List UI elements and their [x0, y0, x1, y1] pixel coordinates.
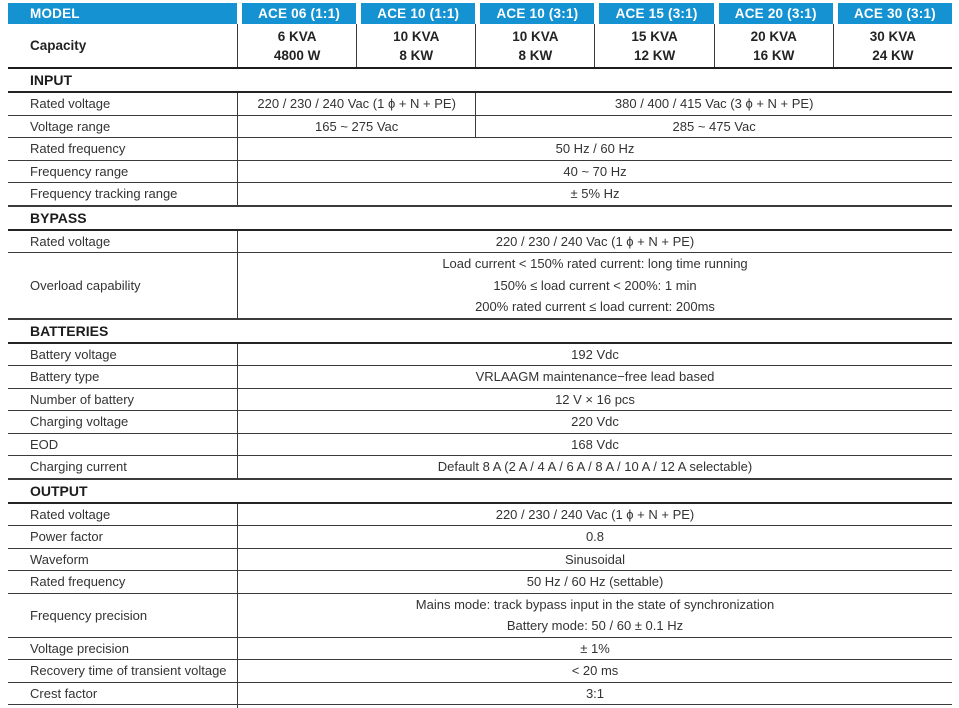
section-header-bypass: BYPASS: [8, 206, 952, 231]
value-text: 40 ~ 70 Hz: [563, 163, 627, 179]
model-header-cell: ACE 20 (3:1): [719, 3, 833, 24]
row-label: Voltage range: [30, 118, 111, 134]
spec-row: [8, 638, 952, 661]
row-label: Rated voltage: [30, 96, 111, 112]
spec-row: [8, 93, 952, 116]
value-cell: [237, 161, 952, 183]
row-label: Waveform: [30, 551, 89, 567]
value-cell: [237, 93, 475, 115]
spec-row: [8, 411, 952, 434]
value-cell: [237, 389, 952, 411]
value-text: ± 1%: [580, 640, 610, 656]
value-cell: [237, 549, 952, 571]
row-label: Rated voltage: [30, 506, 111, 522]
capacity-kva: 10 KVA: [512, 29, 559, 44]
capacity-row: [8, 24, 952, 69]
value-cell: [237, 411, 952, 433]
value-line: Mains mode: track bypass input in the state of synchronization: [415, 596, 775, 612]
value-cell: [237, 526, 952, 548]
row-label: Crest factor: [30, 685, 98, 701]
capacity-kw: 4800 W: [273, 48, 321, 63]
value-text: 220 / 230 / 240 Vac (1 ϕ + N + PE): [495, 506, 695, 522]
ups-spec-table: [8, 3, 952, 708]
value-cell: [237, 504, 952, 526]
model-header-cell: ACE 30 (3:1): [838, 3, 952, 24]
value-text: 192 Vdc: [571, 346, 619, 362]
capacity-kw: 24 KW: [872, 48, 914, 63]
value-cell: [237, 571, 952, 593]
spec-row: [8, 526, 952, 549]
capacity-cell: [475, 24, 594, 67]
row-label: Power factor: [30, 529, 103, 545]
value-cell: [237, 660, 952, 682]
spec-row: [8, 116, 952, 139]
spec-row: [8, 660, 952, 683]
value-line: Battery mode: 50 / 60 ± 0.1 Hz: [506, 618, 684, 633]
row-label: Rated frequency: [30, 574, 126, 590]
value-text: 3:1: [585, 685, 605, 701]
spec-row: [8, 231, 952, 254]
value-text: 380 / 400 / 415 Vac (3 ϕ + N + PE): [614, 96, 814, 111]
capacity-kw: 16 KW: [753, 48, 795, 63]
spec-row: [8, 366, 952, 389]
value-text: 50 Hz / 60 Hz: [555, 141, 635, 156]
value-line: Load current < 150% rated current: long time running: [442, 256, 748, 271]
capacity-cell: [594, 24, 713, 67]
section-header-input: INPUT: [8, 69, 952, 93]
spec-row: [8, 344, 952, 367]
value-text: 168 Vdc: [571, 436, 619, 452]
value-text: 0.8: [585, 529, 605, 544]
model-header-cell: ACE 06 (1:1): [242, 3, 356, 24]
row-label: Recovery time of transient voltage: [30, 663, 227, 679]
capacity-kw: 8 KW: [518, 48, 553, 63]
value-cell: [237, 366, 952, 388]
value-cell: [237, 594, 952, 637]
value-text: 285 ~ 475 Vac: [672, 118, 756, 134]
value-cell: [237, 434, 952, 456]
value-text: Default 8 A (2 A / 4 A / 6 A / 8 A / 10 A / 12 A selectable): [437, 459, 753, 474]
value-text: 220 / 230 / 240 Vac (1 ϕ + N + PE): [495, 233, 695, 249]
capacity-kva: 15 KVA: [631, 29, 678, 44]
row-label: Rated voltage: [30, 233, 111, 249]
value-cell: [237, 344, 952, 366]
capacity-kw: 12 KW: [633, 48, 676, 63]
capacity-kva: 6 KVA: [277, 29, 317, 44]
row-label: Battery voltage: [30, 346, 117, 362]
value-text: < 20 ms: [571, 663, 619, 678]
model-header-row: [8, 3, 952, 24]
spec-row: [8, 571, 952, 594]
value-cell: [237, 138, 952, 160]
row-label: Overload capability: [30, 277, 141, 293]
value-text: 50 Hz / 60 Hz (settable): [526, 574, 664, 589]
capacity-kva: 30 KVA: [869, 29, 917, 44]
row-label: Frequency range: [30, 163, 129, 179]
section-header-output: OUTPUT: [8, 479, 952, 504]
value-cell: [475, 116, 952, 138]
value-line: 200% rated current ≤ load current: 200ms: [475, 299, 715, 314]
value-text: 220 Vdc: [571, 414, 619, 429]
spec-row: [8, 456, 952, 479]
model-header-cell: ACE 10 (3:1): [480, 3, 594, 24]
capacity-kva: 20 KVA: [750, 29, 797, 44]
value-text: ± 5% Hz: [570, 186, 620, 201]
value-cell: [237, 683, 952, 705]
value-text: 220 / 230 / 240 Vac (1 ϕ + N + PE): [257, 96, 456, 111]
model-header-label: MODEL: [8, 3, 237, 24]
row-label: EOD: [30, 436, 59, 452]
value-text: VRLAAGM maintenance−free lead based: [475, 369, 715, 384]
spec-row: [8, 389, 952, 412]
row-label: Number of battery: [30, 391, 135, 407]
row-label: Frequency tracking range: [30, 186, 178, 202]
spec-row: [8, 683, 952, 706]
value-text: 12 V × 16 pcs: [555, 391, 635, 407]
model-header-cell: ACE 15 (3:1): [599, 3, 713, 24]
value-cell: [237, 456, 952, 478]
spec-sections: [8, 69, 952, 705]
value-cell: [237, 183, 952, 205]
row-label: Charging voltage: [30, 414, 129, 430]
spec-row: [8, 549, 952, 572]
value-line: 150% ≤ load current < 200%: 1 min: [493, 277, 697, 293]
spec-row: [8, 183, 952, 206]
value-cell: [237, 638, 952, 660]
row-label: Frequency precision: [30, 607, 148, 623]
section-header-batteries: BATTERIES: [8, 319, 952, 344]
value-cell: [237, 116, 475, 138]
spec-row: [8, 434, 952, 457]
value-text: Sinusoidal: [565, 551, 625, 567]
value-cell: [475, 93, 952, 115]
row-label: Battery type: [30, 369, 100, 385]
value-cell: [237, 253, 952, 318]
spec-row: [8, 253, 952, 319]
capacity-cell: [714, 24, 833, 67]
value-cell: [237, 231, 952, 253]
value-text: 165 ~ 275 Vac: [315, 118, 399, 134]
capacity-cell: [237, 24, 356, 67]
capacity-label: Capacity: [30, 38, 87, 53]
capacity-kw: 8 KW: [399, 48, 434, 63]
row-label: Charging current: [30, 459, 127, 475]
spec-row: [8, 594, 952, 638]
row-label: Voltage precision: [30, 640, 130, 656]
capacity-kva: 10 KVA: [393, 29, 440, 44]
spec-row: [8, 504, 952, 527]
row-label: Rated frequency: [30, 141, 126, 157]
spec-row: [8, 138, 952, 161]
model-header-cell: ACE 10 (1:1): [361, 3, 475, 24]
capacity-cell: [833, 24, 952, 67]
spec-row: [8, 161, 952, 184]
capacity-cell: [356, 24, 475, 67]
